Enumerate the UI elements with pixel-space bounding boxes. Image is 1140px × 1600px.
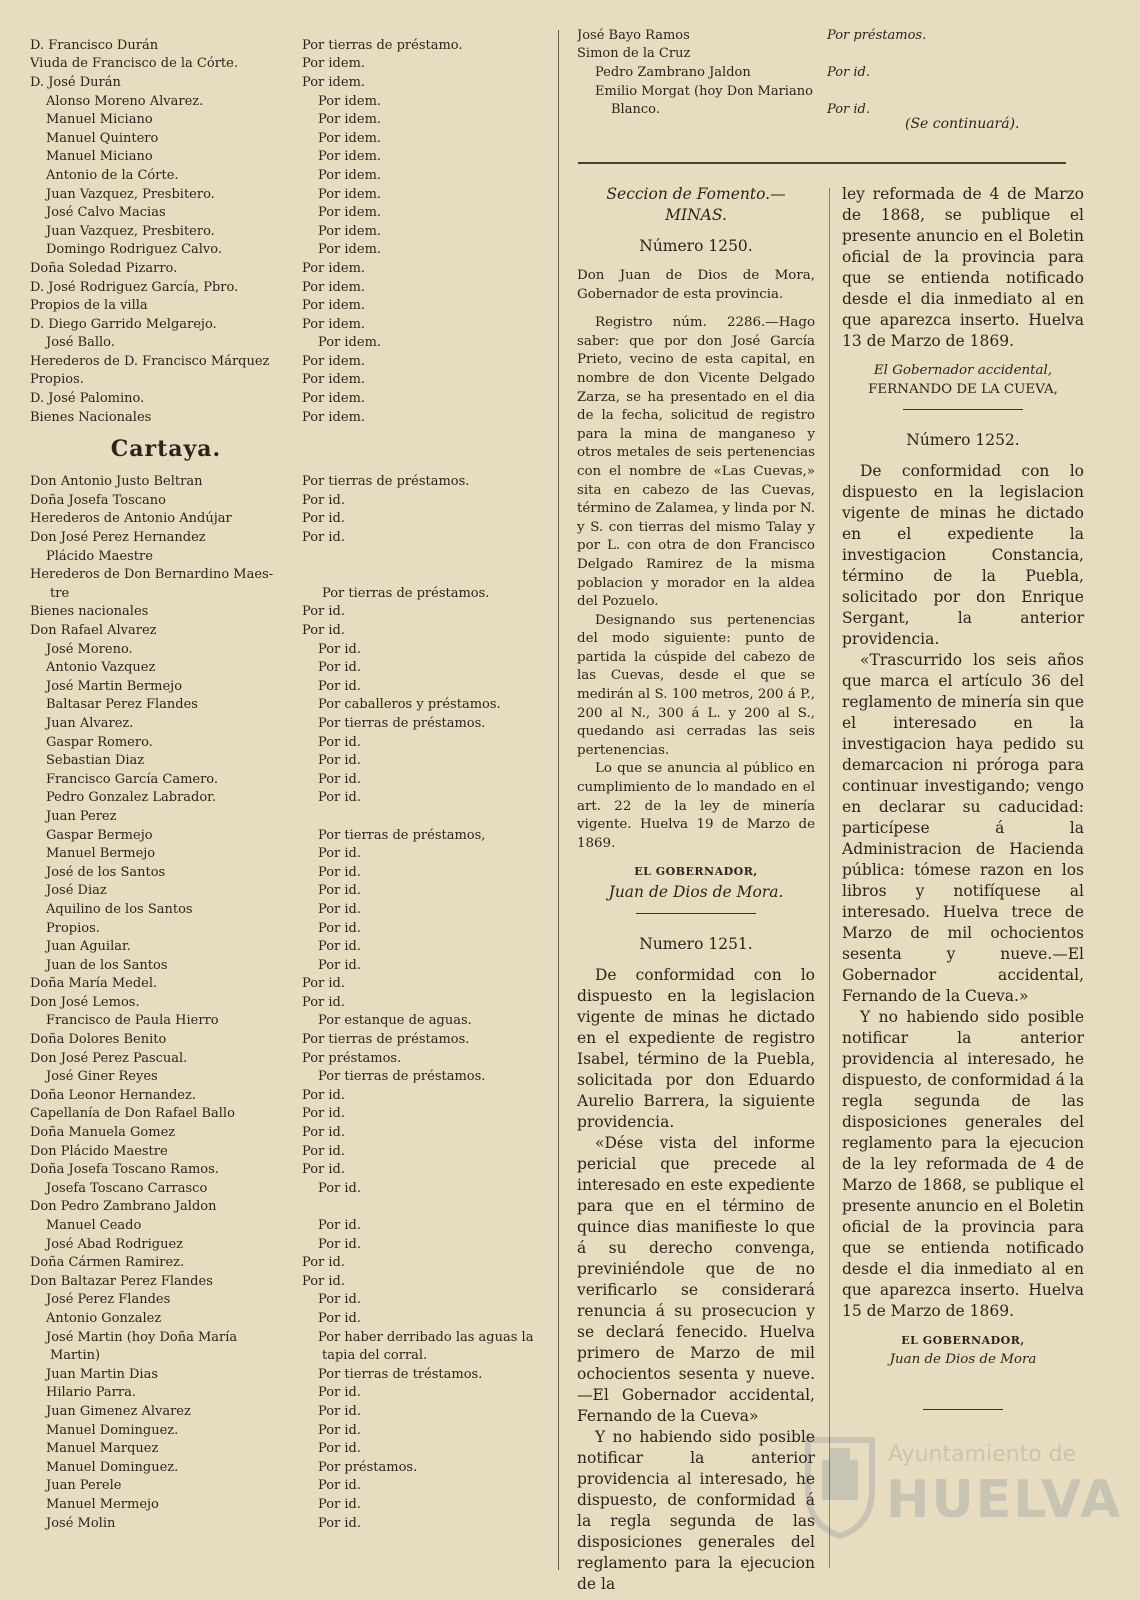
owner-name: Juan Martin Dias: [46, 1366, 159, 1382]
reason-text: Por id.: [302, 604, 346, 620]
reason-text: Por id.: [318, 846, 362, 862]
reason-text: Por haber derribado las aguas la: [318, 1329, 534, 1345]
list-item: [30, 371, 550, 390]
owner-name: D. Francisco Durán: [30, 37, 159, 53]
reason-text: Por id.: [318, 1292, 362, 1308]
owner-name: Doña Josefa Toscano Ramos.: [30, 1162, 219, 1178]
list-item: [30, 770, 550, 789]
owner-name: Juan Gimenez Alvarez: [46, 1403, 191, 1419]
owner-name: Juan Perele: [46, 1478, 122, 1494]
horizontal-divider: [578, 162, 1066, 164]
notice-body-1250-b: Designando sus pertenencias del modo siguiente: punto de partida la cúspide del cabezo de las Cuevas, desde el que se medirán al S. 100 metros, 200 á P., 200 al N., 300 á L. y 200 al S., quedando asi cerradas las seis pertenencias.: [577, 612, 815, 758]
reason-text: Por préstamos.: [827, 27, 927, 43]
reason-text: Por id.: [318, 1441, 362, 1457]
reason-text: Por id.: [318, 1218, 362, 1234]
owner-name: José Moreno.: [46, 641, 133, 657]
reason-text: Por id.: [302, 1106, 346, 1122]
owner-name: Don Plácido Maestre: [30, 1143, 168, 1159]
list-item: [30, 491, 550, 510]
reason-text: Por idem.: [318, 149, 382, 165]
owner-name: Pedro Gonzalez Labrador.: [46, 790, 217, 806]
list-item: [30, 1012, 550, 1031]
reason-text: Por id.: [318, 1310, 362, 1326]
notice-number-1252: Número 1252.: [906, 431, 1020, 450]
reason-text: Por idem.: [318, 242, 382, 258]
reason-text: Por id.: [318, 920, 362, 936]
list-item: [30, 1477, 550, 1496]
list-item: [30, 129, 550, 148]
list-item: [30, 1160, 550, 1179]
owner-name: Manuel Ceado: [46, 1218, 142, 1234]
reason-text: Por idem.: [302, 298, 366, 314]
list-item: [30, 751, 550, 770]
owner-name: Don José Perez Hernandez: [30, 530, 206, 546]
reason-text: Por tierras de préstamos.: [302, 1032, 470, 1048]
reason-text: Por idem.: [318, 205, 382, 221]
signature-title: EL GOBERNADOR,: [634, 865, 758, 879]
owner-name: Propios.: [46, 920, 100, 936]
list-item: [30, 1049, 550, 1068]
notice-intro-1250: Don Juan de Dios de Mora, Gobernador de esta provincia.: [577, 268, 815, 302]
list-item: [30, 1495, 550, 1514]
list-item: [30, 882, 550, 901]
list-item: [577, 63, 1087, 82]
notice-body-1251-b: «Dése vista del informe pericial que precede al interesado en este expediente para que en el término de quince dias manifieste lo que á su derecho convenga, previniéndole que de no verificarlo se considerará renuncia á su prosecucion y se declará fenecido. Huelva primero de Marzo de mil ochocientos sesenta y nueve.—El Gobernador accidental, Fernando de la Cueva»: [577, 1134, 815, 1425]
owner-name: Juan Alvarez.: [46, 715, 134, 731]
owner-name: D. Diego Garrido Melgarejo.: [30, 316, 217, 332]
reason-text: Por idem.: [302, 279, 366, 295]
reason-text: Por idem.: [302, 391, 366, 407]
list-item: [30, 1421, 550, 1440]
reason-text: Por id.: [302, 530, 346, 546]
list-item: [30, 1123, 550, 1142]
owner-name: Manuel Quintero: [46, 130, 159, 146]
owner-name: Juan Vazquez, Presbitero.: [46, 186, 215, 202]
list-item: [30, 975, 550, 994]
owner-name: Don Pedro Zambrano Jaldon: [30, 1199, 217, 1215]
reason-text: Por estanque de aguas.: [318, 1013, 472, 1029]
list-item: [30, 222, 550, 241]
owner-name: Doña Soledad Pizarro.: [30, 260, 178, 276]
signature-name: Juan de Dios de Mora.: [608, 883, 784, 901]
owner-name: Manuel Dominguez.: [46, 1422, 179, 1438]
list-item: [30, 166, 550, 185]
owner-name: Gaspar Bermejo: [46, 827, 153, 843]
owner-name: Simon de la Cruz: [577, 46, 691, 62]
reason-text: Por id.: [302, 976, 346, 992]
right-column: [842, 184, 1084, 1420]
list-item: [30, 259, 550, 278]
list-item: [30, 1235, 550, 1254]
owner-name: Doña Josefa Toscano: [30, 492, 166, 508]
reason-text: Por tierras de préstamos,: [318, 827, 486, 843]
list-item: [30, 1346, 550, 1365]
list-item: [30, 334, 550, 353]
list-item: [577, 26, 1087, 45]
reason-text: Por id.: [302, 1255, 346, 1271]
list-item: [30, 1514, 550, 1533]
owner-name: Juan Vazquez, Presbitero.: [46, 223, 215, 239]
reason-text: Por idem.: [302, 56, 366, 72]
reason-text: Por id.: [318, 1496, 362, 1512]
list-item: [30, 863, 550, 882]
list-item: [30, 1030, 550, 1049]
reason-text: Por id.: [302, 1273, 346, 1289]
owner-name: Herederos de Antonio Andújar: [30, 511, 232, 527]
owner-name: José Ballo.: [46, 335, 115, 351]
list-item: [30, 565, 550, 584]
list-item: [30, 919, 550, 938]
notice-number-1251: Numero 1251.: [639, 935, 753, 953]
list-item: [30, 714, 550, 733]
signature-name-cueva: FERNANDO DE LA CUEVA,: [868, 381, 1058, 397]
reason-text: Por id.: [318, 678, 362, 694]
owner-name: Emilio Morgat (hoy Don Mariano: [595, 83, 813, 99]
reason-text: Por idem.: [318, 112, 382, 128]
watermark-line1: Ayuntamiento de: [888, 1442, 1077, 1467]
list-item: [30, 937, 550, 956]
list-item: [30, 110, 550, 129]
owner-name: José Abad Rodriguez: [46, 1236, 183, 1252]
reason-text: Por id.: [318, 1180, 362, 1196]
list-item: [30, 733, 550, 752]
owner-name: Don Baltazar Perez Flandes: [30, 1273, 213, 1289]
list-item: [30, 1458, 550, 1477]
list-item: [30, 408, 550, 427]
reason-text: Por idem.: [302, 409, 366, 425]
reason-text: Por id.: [302, 623, 346, 639]
list-item: [30, 621, 550, 640]
divider: [923, 1409, 1003, 1410]
owner-name: Doña Cármen Ramirez.: [30, 1255, 185, 1271]
owner-name: Baltasar Perez Flandes: [46, 697, 198, 713]
reason-text: Por préstamos.: [318, 1459, 418, 1475]
reason-text: Por tierras de préstamos.: [302, 474, 470, 490]
list-item: [30, 1179, 550, 1198]
reason-text: Por id.: [318, 1236, 362, 1252]
owner-name: Blanco.: [611, 102, 660, 118]
list-item: [30, 352, 550, 371]
list-item: [30, 296, 550, 315]
owner-name: José Diaz: [46, 883, 107, 899]
owner-name: Propios.: [30, 372, 84, 388]
owner-name: Viuda de Francisco de la Córte.: [30, 56, 238, 72]
owner-name: José Bayo Ramos: [577, 27, 690, 43]
reason-text: Por id.: [318, 957, 362, 973]
reason-text: Por préstamos.: [302, 1050, 402, 1066]
list-item: [30, 1439, 550, 1458]
reason-text: Por idem.: [302, 74, 366, 90]
reason-text: Por id.: [318, 883, 362, 899]
list-item: [30, 36, 550, 55]
owner-name: José Calvo Macias: [46, 205, 166, 221]
reason-text: Por id.: [318, 864, 362, 880]
list-item: [30, 603, 550, 622]
column-divider-right: [829, 188, 830, 1568]
owner-name: Pedro Zambrano Jaldon: [595, 64, 751, 80]
reason-text: Por tierras de tréstamos.: [318, 1366, 483, 1382]
list-item: [30, 185, 550, 204]
reason-text: Por id.: [318, 790, 362, 806]
notice-body-1251-c: Y no habiendo sido posible notificar la anterior providencia al interesado, he dispuesto, de conformidad á la regla segunda de las disposiciones generales del reglamento para la ejecucion de la: [577, 1428, 815, 1593]
owner-name: Propios de la villa: [30, 298, 148, 314]
owner-name: Gaspar Romero.: [46, 734, 153, 750]
list-item: [30, 789, 550, 808]
signature-name-2: Juan de Dios de Mora: [889, 1351, 1037, 1367]
list-item: [30, 1067, 550, 1086]
owner-name: Martin): [50, 1348, 101, 1364]
reason-text: Por id.: [302, 1143, 346, 1159]
list-item: [30, 315, 550, 334]
reason-text: Por idem.: [318, 93, 382, 109]
notice-body-1250-c: Lo que se anuncia al público en cumplimiento de lo mandado en el art. 22 de la ley de minería vigente. Huelva 19 de Marzo de 1869.: [577, 761, 815, 851]
property-list-a: [30, 36, 550, 426]
list-item: [30, 807, 550, 826]
owner-name: Doña María Medel.: [30, 976, 158, 992]
reason-text: Por caballeros y préstamos.: [318, 697, 501, 713]
list-item: [30, 1365, 550, 1384]
owner-name: Manuel Dominguez.: [46, 1459, 179, 1475]
notice-body-1251-a: De conformidad con lo dispuesto en la legislacion vigente de minas he dictado en el expediente de registro Isabel, término de la Puebla, solicitada por don Eduardo Aurelio Barrera, la siguiente providencia.: [577, 966, 815, 1131]
list-item: [30, 584, 550, 603]
list-item: [30, 148, 550, 167]
list-item: [30, 510, 550, 529]
reason-text: Por id.: [318, 1385, 362, 1401]
list-item: [30, 92, 550, 111]
reason-text: Por tierras de préstamo.: [302, 37, 463, 53]
owner-name: José Giner Reyes: [46, 1069, 158, 1085]
list-item: [30, 1309, 550, 1328]
list-item: [30, 1105, 550, 1124]
reason-text: Por id.: [318, 1515, 362, 1531]
reason-text: Por id.: [318, 753, 362, 769]
owner-name: Domingo Rodriguez Calvo.: [46, 242, 222, 258]
list-item: [30, 826, 550, 845]
owner-name: José Martin (hoy Doña María: [46, 1329, 238, 1345]
owner-name: Doña Leonor Hernandez.: [30, 1087, 196, 1103]
owner-name: Doña Manuela Gomez: [30, 1125, 176, 1141]
reason-text: Por idem.: [302, 353, 366, 369]
notice-body-1251-end: ley reformada de 4 de Marzo de 1868, se publique el presente anuncio en el Boletin oficial de la provincia para que se entienda notificado desde el dia inmediato al en que aparezca inserto. Huelva 13 de Marzo de 1869.: [842, 185, 1084, 350]
reason-text: Por idem.: [318, 167, 382, 183]
list-item: [30, 1272, 550, 1291]
owner-name: Manuel Miciano: [46, 112, 153, 128]
reason-text: Por id.: [302, 1087, 346, 1103]
signature-title-accidental: El Gobernador accidental,: [873, 363, 1053, 378]
reason-text: Por idem.: [318, 186, 382, 202]
owner-name: José Perez Flandes: [46, 1292, 171, 1308]
reason-text: Por idem.: [302, 372, 366, 388]
reason-text: Por id.: [318, 1403, 362, 1419]
list-item: [30, 1291, 550, 1310]
owner-name: Herederos de D. Francisco Márquez: [30, 353, 270, 369]
reason-text: Por id.: [318, 939, 362, 955]
list-item: [30, 73, 550, 92]
list-item: [30, 844, 550, 863]
owner-name: Antonio Gonzalez: [46, 1310, 162, 1326]
divider: [903, 409, 1023, 410]
list-item: [30, 993, 550, 1012]
owner-name: Antonio de la Córte.: [46, 167, 179, 183]
reason-text: Por idem.: [318, 223, 382, 239]
reason-text: Por id.: [318, 771, 362, 787]
reason-text: Por tierras de préstamos.: [322, 585, 490, 601]
owner-name: Don Antonio Justo Beltran: [30, 474, 203, 490]
list-item: [30, 956, 550, 975]
owner-name: Capellanía de Don Rafael Ballo: [30, 1106, 235, 1122]
reason-text: Por id.: [318, 641, 362, 657]
owner-name: Herederos de Don Bernardino Maes-: [30, 567, 274, 583]
reason-text: tapia del corral.: [322, 1348, 428, 1364]
reason-text: Por idem.: [302, 316, 366, 332]
reason-text: Por id.: [318, 734, 362, 750]
list-item: [30, 1402, 550, 1421]
list-item: [30, 658, 550, 677]
list-item: [30, 677, 550, 696]
owner-name: José Martin Bermejo: [46, 678, 183, 694]
owner-name: Manuel Miciano: [46, 149, 153, 165]
notice-number-1250: Número 1250.: [639, 237, 753, 255]
reason-text: Por id.: [302, 994, 346, 1010]
section-title-cartaya: Cartaya.: [110, 436, 222, 463]
list-item: [577, 82, 1087, 101]
owner-name: Juan Perez: [46, 808, 117, 824]
owner-name: D. José Durán: [30, 74, 121, 90]
left-column: [30, 36, 550, 1532]
owner-name: Juan Aguilar.: [46, 939, 131, 955]
reason-text: Por id.: [318, 1478, 362, 1494]
owner-name: José Molin: [46, 1515, 116, 1531]
reason-text: Por id.: [302, 1125, 346, 1141]
list-item: [30, 1142, 550, 1161]
owner-name: D. José Palomino.: [30, 391, 145, 407]
owner-name: Manuel Marquez: [46, 1441, 159, 1457]
owner-name: Francisco de Paula Hierro: [46, 1013, 219, 1029]
owner-name: D. José Rodriguez García, Pbro.: [30, 279, 239, 295]
list-continuation: [577, 26, 1087, 119]
property-list-b: [30, 472, 550, 1532]
column-divider-left: [558, 30, 559, 1570]
section-heading-minas: Seccion de Fomento.— MINAS.: [606, 185, 786, 224]
notice-body-1252-c: Y no habiendo sido posible notificar la anterior providencia al interesado, he dispuesto, de conformidad á la regla segunda de las disposiciones generales del reglamento para la ejecucion de la ley reformada de 4 de Marzo de 1868, se publique el presente anuncio en el Boletin oficial de la provincia para que se entienda notificado desde el dia inmediato al en que aparezca inserto. Huelva 15 de Marzo de 1869.: [842, 1008, 1084, 1321]
reason-text: Por tierras de préstamos.: [318, 1069, 486, 1085]
reason-text: Por idem.: [302, 260, 366, 276]
reason-text: Por idem.: [318, 130, 382, 146]
owner-name: Hilario Parra.: [46, 1385, 136, 1401]
notice-body-1252-b: «Trascurrido los seis años que marca el artículo 36 del reglamento de minería sin que el interesado en la investigacion haya pedido su demarcacion ni próroga para continuar investigando; vengo en declarar su caducidad: particípese á la Administracion de Hacienda pública: tómese razon en los libros y notifíquese al interesado. Huelva trece de Marzo de mil ochocientos sesenta y nueve.—El Gobernador accidental, Fernando de la Cueva.»: [842, 651, 1084, 1006]
city-crest-icon: [800, 1430, 880, 1540]
reason-text: Por tierras de préstamos.: [318, 715, 486, 731]
reason-text: Por idem.: [318, 335, 382, 351]
owner-name: Don José Lemos.: [30, 994, 140, 1010]
owner-name: Josefa Toscano Carrasco: [46, 1180, 208, 1196]
owner-name: Bienes Nacionales: [30, 409, 152, 425]
list-item: [30, 1328, 550, 1347]
list-item: [30, 900, 550, 919]
list-item: [30, 640, 550, 659]
list-item: [30, 278, 550, 297]
list-item: [30, 1384, 550, 1403]
list-item: [30, 1253, 550, 1272]
list-item: [30, 1198, 550, 1217]
middle-column: [577, 184, 815, 1595]
owner-name: Alonso Moreno Alvarez.: [46, 93, 204, 109]
list-item: [30, 1086, 550, 1105]
reason-text: Por id.: [302, 511, 346, 527]
reason-text: Por id.: [302, 1162, 346, 1178]
owner-name: Manuel Mermejo: [46, 1496, 159, 1512]
owner-name: Manuel Bermejo: [46, 846, 156, 862]
archive-watermark: [800, 1420, 1123, 1570]
list-item: [30, 696, 550, 715]
owner-name: Antonio Vazquez: [46, 660, 156, 676]
notice-body-1250-a: Registro núm. 2286.—Hago saber: que por don José García Prieto, vecino de esta capital, en nombre de don Vicente Delgado Zarza, se ha presentado en el dia de la fecha, solicitud de registro para la mina de manganeso y otros metales de seis pertenencias con el nombre de «Las Cuevas,» sita en cabezo de las Cuevas, término de Zalamea, y linda por N. y S. con tierras del mismo Talay y por L. con otra de don Francisco Delgado Ramirez de la misma poblacion y morador en la aldea del Pozuelo.: [577, 315, 815, 610]
owner-name: Bienes nacionales: [30, 604, 149, 620]
reason-text: Por id.: [302, 492, 346, 508]
owner-name: tre: [50, 585, 70, 601]
reason-text: Por id.: [318, 1422, 362, 1438]
owner-name: Don José Perez Pascual.: [30, 1050, 188, 1066]
list-item: [30, 55, 550, 74]
owner-name: José de los Santos: [46, 864, 166, 880]
list-item: [30, 528, 550, 547]
list-item: [30, 241, 550, 260]
list-item: [30, 547, 550, 566]
list-item: [30, 203, 550, 222]
owner-name: Plácido Maestre: [46, 548, 153, 564]
reason-text: Por id.: [827, 102, 871, 118]
list-item: [30, 1216, 550, 1235]
notice-body-1252-a: De conformidad con lo dispuesto en la legislacion vigente de minas he dictado en el expediente la investigacion Constancia, término de la Puebla, solicitado por don Enrique Sergant, la anterior providencia.: [842, 462, 1084, 649]
owner-name: Aquilino de los Santos: [46, 901, 193, 917]
signature-title-2: EL GOBERNADOR,: [901, 1334, 1025, 1348]
list-item: [577, 45, 1087, 64]
divider: [636, 913, 756, 914]
watermark-line2: HUELVA: [886, 1470, 1123, 1530]
owner-name: Sebastian Diaz: [46, 753, 145, 769]
reason-text: Por id.: [827, 64, 871, 80]
owner-name: Juan de los Santos: [46, 957, 168, 973]
owner-name: Francisco García Camero.: [46, 771, 219, 787]
owner-name: Don Rafael Alvarez: [30, 623, 157, 639]
continues-note: (Se continuará).: [905, 116, 1020, 132]
list-item: [30, 472, 550, 491]
reason-text: Por id.: [318, 660, 362, 676]
owner-name: Doña Dolores Benito: [30, 1032, 167, 1048]
list-item: [30, 389, 550, 408]
reason-text: Por id.: [318, 901, 362, 917]
property-list-top: [577, 26, 1087, 119]
